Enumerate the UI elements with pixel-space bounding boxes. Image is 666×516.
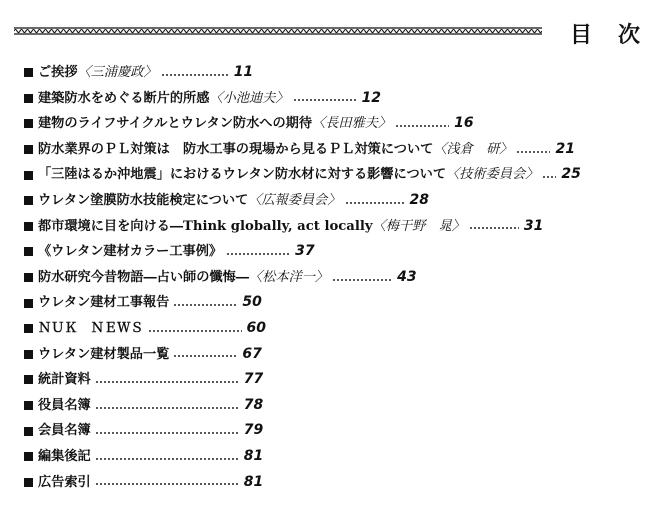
entry-author: 〈小池迪夫〉 — [209, 90, 289, 106]
toc-entry[interactable] — [24, 316, 644, 342]
entry-author: 〈技術委員会〉 — [446, 167, 539, 183]
toc-entry[interactable] — [24, 444, 644, 470]
entry-title: 「三陸はるか沖地震」におけるウレタン防水材に対する影響について — [38, 167, 447, 183]
square-bullet-icon — [24, 196, 33, 205]
dot-leader — [95, 432, 239, 434]
entry-page-number: 31 — [523, 217, 544, 234]
entry-page-number: 37 — [295, 243, 315, 260]
square-bullet-icon — [24, 222, 33, 231]
entry-author: 〈長田雅夫〉 — [312, 116, 392, 132]
square-bullet-icon — [24, 350, 33, 359]
square-bullet-icon — [24, 427, 33, 436]
page-title — [570, 18, 640, 49]
entry-title: ウレタン建材工事報告 — [38, 295, 170, 311]
entry-title: ウレタン塗膜防水技能検定について — [38, 192, 249, 208]
table-of-contents — [24, 60, 644, 495]
dot-leader — [161, 74, 229, 76]
dot-leader — [469, 227, 519, 229]
square-bullet-icon — [24, 324, 33, 333]
entry-page-number: 28 — [409, 191, 430, 208]
entry-title: 統計資料 — [38, 372, 91, 388]
toc-entry[interactable] — [24, 265, 644, 291]
entry-title: 役員名簿 — [38, 397, 91, 413]
entry-page-number: 60 — [246, 319, 266, 336]
entry-title: 広告索引 — [38, 474, 91, 490]
dot-leader — [395, 125, 449, 127]
square-bullet-icon — [24, 478, 33, 487]
square-bullet-icon — [24, 452, 33, 461]
dot-leader — [345, 202, 405, 204]
decorative-wavy-rule — [14, 24, 542, 38]
entry-author: 〈梅干野 晁〉 — [372, 218, 465, 234]
entry-page-number: 43 — [397, 268, 417, 285]
square-bullet-icon — [24, 273, 33, 282]
dot-leader — [148, 330, 242, 332]
entry-title: 会員名簿 — [38, 423, 91, 439]
square-bullet-icon — [24, 375, 33, 384]
dot-leader — [95, 381, 239, 383]
entry-title: ＮＵＫ ＮＥＷＳ — [38, 320, 144, 336]
square-bullet-icon — [24, 94, 33, 103]
title-char-1: 目 — [569, 23, 592, 48]
entry-page-number: 81 — [243, 447, 264, 464]
entry-page-number: 77 — [243, 371, 264, 388]
entry-page-number: 79 — [243, 422, 264, 439]
square-bullet-icon — [24, 145, 33, 154]
dot-leader — [173, 355, 237, 357]
dot-leader — [542, 176, 556, 178]
toc-entry[interactable] — [24, 60, 644, 86]
square-bullet-icon — [24, 171, 33, 180]
entry-page-number: 16 — [454, 115, 474, 132]
toc-header — [14, 14, 654, 48]
entry-author: 〈松本洋一〉 — [249, 269, 329, 285]
entry-page-number: 25 — [561, 166, 581, 183]
toc-entry[interactable] — [24, 137, 644, 163]
dot-leader — [516, 151, 550, 153]
toc-entry[interactable] — [24, 470, 644, 496]
entry-title: 《ウレタン建材カラー工事例》 — [38, 244, 223, 260]
dot-leader — [226, 253, 290, 255]
square-bullet-icon — [24, 247, 33, 256]
dot-leader — [95, 407, 239, 409]
toc-entry[interactable] — [24, 162, 644, 188]
entry-author: 〈浅倉 研〉 — [433, 141, 513, 157]
dot-leader — [95, 458, 239, 460]
entry-title: ご挨拶 — [38, 65, 78, 80]
dot-leader — [293, 99, 357, 101]
toc-entry[interactable] — [24, 239, 644, 265]
entry-title: 建築防水をめぐる断片的所感 — [38, 90, 210, 106]
title-char-2: 次 — [617, 23, 640, 48]
entry-title: 防水研究今昔物語―占い師の懺悔― — [38, 269, 249, 285]
entry-title: ウレタン建材製品一覧 — [38, 346, 170, 362]
entry-page-number: 21 — [555, 140, 575, 157]
entry-page-number: 81 — [243, 473, 264, 490]
entry-author: 〈三浦慶政〉 — [77, 65, 157, 80]
entry-page-number: 67 — [242, 345, 262, 362]
entry-title: 建物のライフサイクルとウレタン防水への期待 — [38, 116, 313, 132]
square-bullet-icon — [24, 68, 33, 77]
entry-title: 編集後記 — [38, 448, 91, 464]
toc-entry[interactable] — [24, 418, 644, 444]
dot-leader — [95, 483, 239, 485]
square-bullet-icon — [24, 119, 33, 128]
square-bullet-icon — [24, 401, 33, 410]
entry-page-number: 11 — [233, 64, 254, 80]
toc-entry[interactable] — [24, 214, 644, 240]
entry-page-number: 50 — [242, 294, 262, 311]
entry-page-number: 78 — [243, 396, 264, 413]
toc-entry[interactable] — [24, 290, 644, 316]
square-bullet-icon — [24, 299, 33, 308]
toc-entry[interactable] — [24, 367, 644, 393]
toc-entry[interactable] — [24, 188, 644, 214]
entry-author: 〈広報委員会〉 — [248, 192, 341, 208]
entry-title: 防水業界のＰＬ対策は 防水工事の現場から見るＰＬ対策について — [38, 141, 434, 157]
dot-leader — [173, 304, 237, 306]
entry-page-number: 12 — [361, 89, 382, 106]
toc-entry[interactable] — [24, 86, 644, 112]
toc-entry[interactable] — [24, 342, 644, 368]
toc-entry[interactable] — [24, 393, 644, 419]
entry-title: 都市環境に目を向ける―Think globally, act locally — [38, 218, 373, 234]
toc-entry[interactable] — [24, 111, 644, 137]
dot-leader — [332, 279, 392, 281]
